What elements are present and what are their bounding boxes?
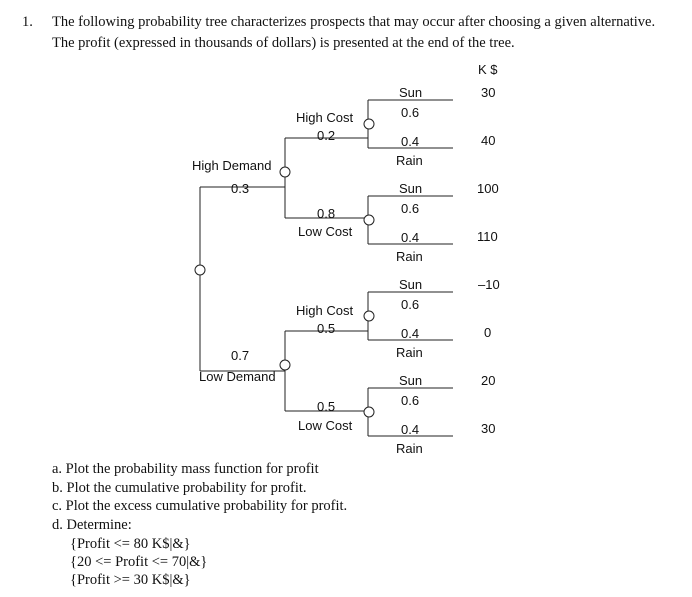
leaf-rain-label: Rain bbox=[396, 153, 423, 168]
weather-node-1 bbox=[364, 119, 374, 129]
profit-value: 30 bbox=[481, 85, 496, 100]
question-d-item-2: {20 <= Profit <= 70|&} bbox=[70, 554, 208, 570]
profit-value: 0 bbox=[484, 325, 492, 340]
weather-node-4 bbox=[364, 407, 374, 417]
problem-line-1: The following probability tree characterizes prospects that may occur after choosing a given alternative. bbox=[52, 14, 656, 30]
ld-high-cost-prob: 0.5 bbox=[317, 321, 336, 336]
question-a: a. Plot the probability mass function for profit bbox=[52, 461, 319, 477]
profit-value: –10 bbox=[478, 277, 500, 292]
high-demand-node bbox=[280, 167, 290, 177]
root-chance-node bbox=[195, 265, 205, 275]
unit-header: K $ bbox=[478, 62, 498, 77]
profit-value: 30 bbox=[481, 421, 496, 436]
hd-high-cost-prob: 0.2 bbox=[317, 128, 336, 143]
profit-value: 100 bbox=[477, 181, 499, 196]
profit-value: 20 bbox=[481, 373, 496, 388]
hd-high-cost-label: High Cost bbox=[296, 110, 354, 125]
hd-low-cost-label: Low Cost bbox=[298, 224, 353, 239]
low-demand-node bbox=[280, 360, 290, 370]
leaf-sun-prob: 0.6 bbox=[401, 201, 420, 216]
leaf-rain-label: Rain bbox=[396, 249, 423, 264]
leaf-rain-label: Rain bbox=[396, 345, 423, 360]
leaf-sun-label: Sun bbox=[399, 85, 423, 100]
problem-line-2: The profit (expressed in thousands of dollars) is presented at the end of the tree. bbox=[52, 35, 515, 51]
question-d-item-3: {Profit >= 30 K$|&} bbox=[70, 572, 191, 588]
profit-value: 110 bbox=[477, 229, 498, 244]
ld-high-cost-label: High Cost bbox=[296, 303, 354, 318]
problem-number: 1. bbox=[22, 14, 33, 30]
profit-value: 40 bbox=[481, 133, 496, 148]
low-demand-label: Low Demand bbox=[199, 369, 276, 384]
leaf-rain-prob: 0.4 bbox=[401, 326, 420, 341]
high-demand-prob: 0.3 bbox=[231, 181, 250, 196]
leaf-sun-prob: 0.6 bbox=[401, 105, 420, 120]
weather-node-2 bbox=[364, 215, 374, 225]
leaf-rain-prob: 0.4 bbox=[401, 230, 420, 245]
question-d-item-1: {Profit <= 80 K$|&} bbox=[70, 536, 191, 552]
question-b: b. Plot the cumulative probability for profit. bbox=[52, 480, 307, 496]
leaf-sun-prob: 0.6 bbox=[401, 393, 420, 408]
leaf-rain-prob: 0.4 bbox=[401, 422, 420, 437]
high-demand-label: High Demand bbox=[192, 158, 272, 173]
leaf-sun-label: Sun bbox=[399, 277, 423, 292]
ld-low-cost-label: Low Cost bbox=[298, 418, 353, 433]
hd-low-cost-prob: 0.8 bbox=[317, 206, 336, 221]
leaf-sun-label: Sun bbox=[399, 181, 423, 196]
low-demand-prob: 0.7 bbox=[231, 348, 250, 363]
question-d: d. Determine: bbox=[52, 517, 132, 533]
leaf-sun-prob: 0.6 bbox=[401, 297, 420, 312]
ld-low-cost-prob: 0.5 bbox=[317, 399, 336, 414]
leaf-rain-label: Rain bbox=[396, 441, 423, 456]
leaf-sun-label: Sun bbox=[399, 373, 423, 388]
leaf-rain-prob: 0.4 bbox=[401, 134, 420, 149]
question-c: c. Plot the excess cumulative probability for profit. bbox=[52, 498, 348, 514]
weather-node-3 bbox=[364, 311, 374, 321]
